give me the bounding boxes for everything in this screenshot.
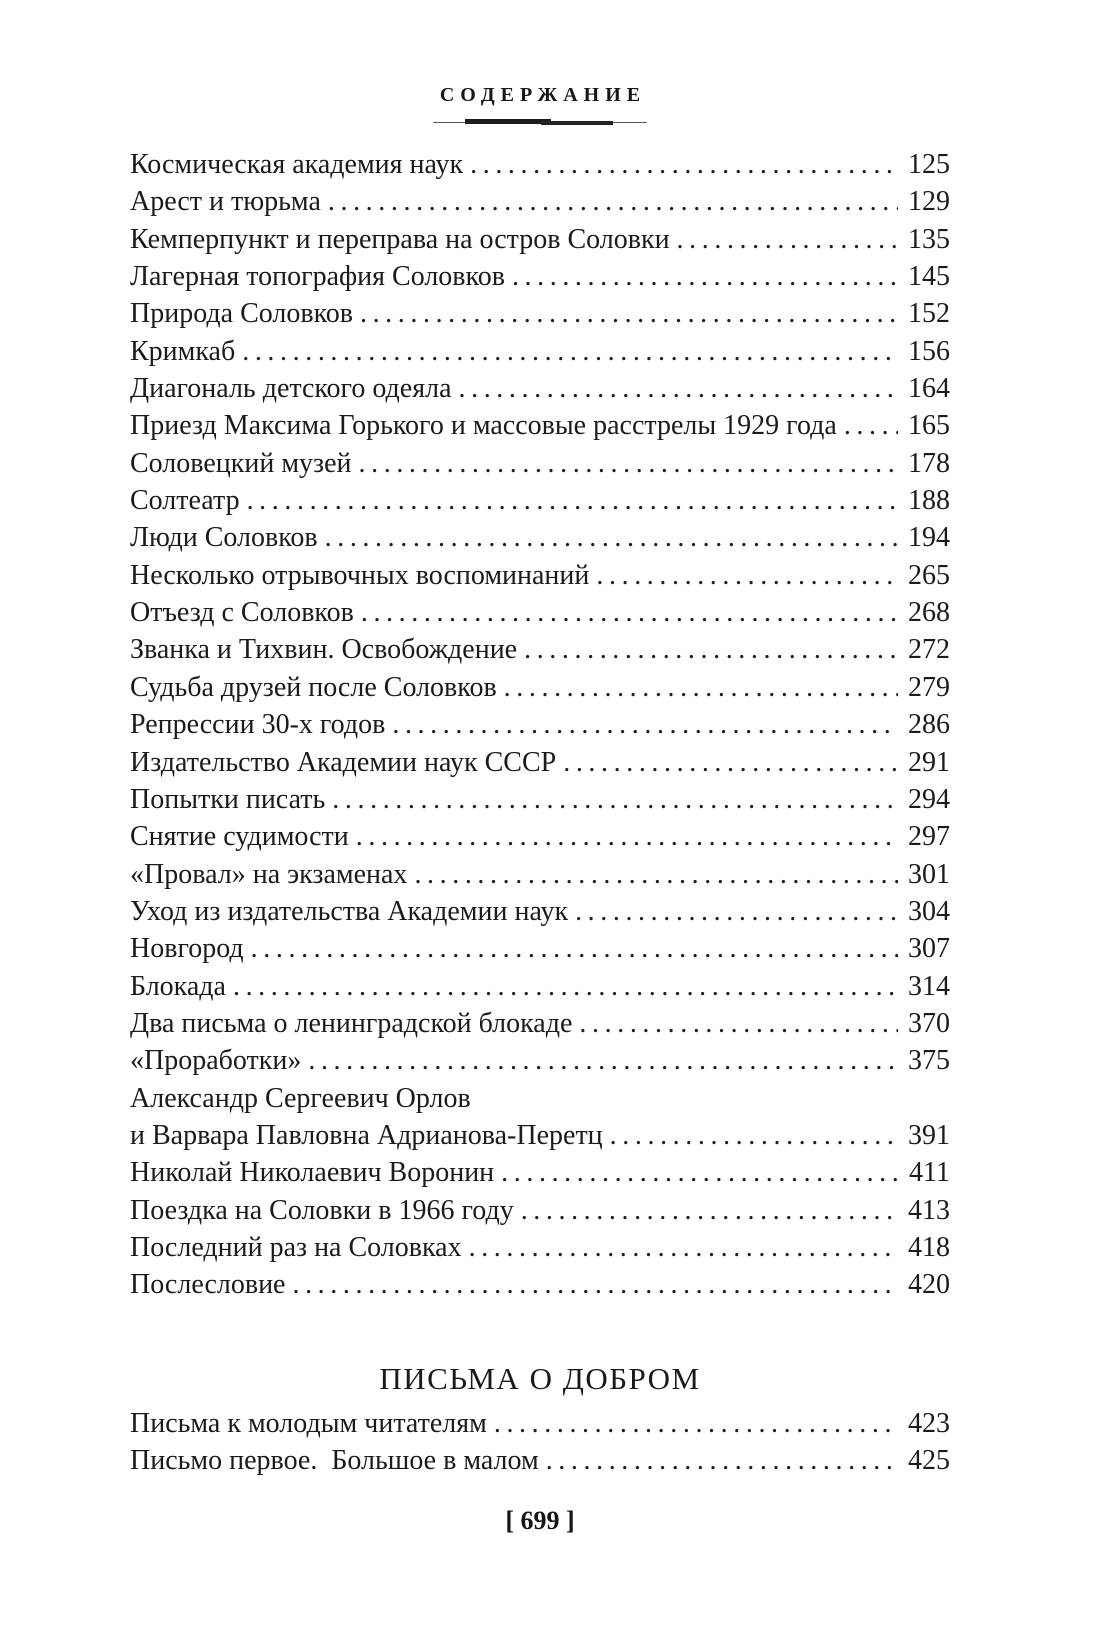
table-of-contents-letters (130, 1405, 950, 1480)
toc-entry (130, 930, 950, 967)
toc-entry-title: Репрессии 30-х годов (130, 709, 386, 741)
toc-entry (130, 445, 950, 482)
toc-entry-page: 301 (908, 858, 950, 890)
toc-entry-title: Арест и тюрьма (130, 186, 321, 218)
dot-leader (414, 856, 898, 893)
toc-entry-page: 370 (908, 1007, 950, 1039)
toc-entry (130, 370, 950, 407)
toc-entry-page: 418 (908, 1231, 950, 1263)
toc-entry (130, 1229, 950, 1266)
toc-entry-title: Снятие судимости (130, 821, 349, 853)
toc-entry-page: 411 (909, 1157, 950, 1189)
dot-leader (470, 146, 898, 183)
dot-leader (610, 1117, 898, 1154)
toc-entry-title: Отъезд с Соловков (130, 597, 354, 629)
toc-entry (130, 1442, 950, 1479)
toc-entry-page: 375 (908, 1045, 950, 1077)
toc-entry-title: Два письма о ленинградской блокаде (130, 1007, 573, 1039)
toc-entry (130, 1192, 950, 1229)
toc-entry-title: Солтеатр (130, 485, 240, 517)
dot-leader (292, 1266, 898, 1303)
toc-entry-title: Послесловие (130, 1269, 286, 1301)
toc-entry-page: 268 (908, 597, 950, 629)
toc-entry-page: 164 (908, 373, 950, 405)
toc-entry-page: 152 (908, 298, 950, 330)
toc-entry (130, 333, 950, 370)
toc-entry-title: «Проработки» (130, 1045, 302, 1077)
toc-entry-title: Люди Соловков (130, 522, 318, 554)
toc-entry-title: Блокада (130, 970, 226, 1002)
dot-leader (392, 706, 898, 743)
dot-leader (844, 407, 898, 444)
toc-entry-page: 286 (908, 709, 950, 741)
toc-entry-page: 297 (908, 821, 950, 853)
toc-entry-title: Званка и Тихвин. Освобождение (130, 634, 518, 666)
dot-leader (504, 669, 898, 706)
toc-entry-title: Александр Сергеевич Орлов (130, 1082, 471, 1114)
dot-leader (332, 781, 898, 818)
toc-entry-title: Николай Николаевич Воронин (130, 1157, 495, 1189)
toc-entry-page: 304 (908, 895, 950, 927)
toc-entry-page: 129 (908, 186, 950, 218)
toc-entry (130, 1042, 950, 1079)
toc-entry (130, 295, 950, 332)
dot-leader (360, 295, 898, 332)
toc-entry (130, 1154, 950, 1191)
dot-leader (521, 1192, 898, 1229)
toc-entry (130, 519, 950, 556)
dot-leader (579, 1005, 898, 1042)
toc-entry (130, 146, 950, 183)
toc-entry-title: Уход из издательства Академии наук (130, 895, 569, 927)
toc-entry-page: 165 (908, 410, 950, 442)
dot-leader (469, 1229, 898, 1266)
dot-leader (233, 968, 898, 1005)
dot-leader (501, 1154, 898, 1191)
toc-entry (130, 258, 950, 295)
toc-entry (130, 818, 950, 855)
dot-leader (512, 258, 898, 295)
toc-entry-page: 294 (908, 783, 950, 815)
dot-leader (361, 594, 898, 631)
dot-leader (325, 519, 898, 556)
content-column (130, 0, 950, 1536)
toc-entry-title: Кримкаб (130, 335, 236, 367)
toc-entry-title: Кемперпункт и переправа на остров Соловки (130, 223, 670, 255)
dot-leader (247, 482, 898, 519)
toc-entry (130, 669, 950, 706)
toc-entry-title: «Провал» на экзаменах (130, 858, 408, 890)
dot-leader (563, 744, 898, 781)
toc-entry-page: 265 (908, 559, 950, 591)
toc-entry-title: Лагерная топография Соловков (130, 261, 505, 293)
toc-entry-page: 425 (908, 1445, 950, 1476)
toc-entry (130, 631, 950, 668)
toc-entry (130, 183, 950, 220)
dot-leader (546, 1442, 898, 1479)
toc-entry (130, 594, 950, 631)
dot-leader (524, 631, 898, 668)
toc-entry-title: Издательство Академии наук СССР (130, 746, 557, 778)
toc-entry-title: Судьба друзей после Соловков (130, 671, 497, 703)
dot-leader (575, 893, 898, 930)
toc-entry-page: 413 (908, 1194, 950, 1226)
dot-leader (677, 221, 898, 258)
toc-entry (130, 1405, 950, 1442)
toc-entry-page: 178 (908, 447, 950, 479)
dot-leader (308, 1042, 898, 1079)
toc-entry-title: Несколько отрывочных воспоминаний (130, 559, 590, 591)
toc-entry-page: 291 (908, 746, 950, 778)
toc-entry (130, 706, 950, 743)
toc-entry-title: Письмо первое. Большое в малом (130, 1445, 539, 1476)
dot-leader (356, 818, 898, 855)
toc-entry-page: 391 (908, 1119, 950, 1151)
toc-entry-continued (130, 1080, 950, 1117)
dot-leader (242, 333, 898, 370)
toc-entry (130, 482, 950, 519)
toc-entry-title: Письма к молодым читателям (130, 1407, 487, 1439)
folio-page-number: [ 699 ] (505, 1506, 575, 1536)
toc-entry (130, 893, 950, 930)
toc-entry (130, 1117, 950, 1154)
toc-entry-page: 135 (908, 223, 950, 255)
dot-leader (494, 1405, 898, 1442)
toc-entry-page: 314 (908, 970, 950, 1002)
toc-entry (130, 744, 950, 781)
dot-leader (459, 370, 899, 407)
toc-entry (130, 1005, 950, 1042)
toc-entry-title: Космическая академия наук (130, 149, 464, 180)
divider-thick-bar-right (541, 121, 613, 126)
toc-entry-page: 125 (908, 149, 950, 180)
toc-entry-page: 420 (908, 1269, 950, 1301)
toc-entry-title: Поездка на Соловки в 1966 году (130, 1194, 514, 1226)
toc-entry-page: 188 (908, 485, 950, 517)
toc-entry (130, 407, 950, 444)
toc-entry (130, 1266, 950, 1303)
toc-entry-page: 423 (908, 1407, 950, 1439)
toc-entry-title: Последний раз на Соловках (130, 1231, 462, 1263)
toc-entry (130, 221, 950, 258)
toc-entry-title: и Варвара Павловна Адрианова-Перетц (130, 1119, 603, 1151)
dot-leader (596, 557, 898, 594)
toc-entry-page: 307 (908, 933, 950, 965)
toc-entry-title: Природа Соловков (130, 298, 353, 330)
toc-entry-title: Диагональ детского одеяла (130, 373, 452, 405)
page-title: СОДЕРЖАНИЕ (439, 84, 647, 106)
dot-leader (328, 183, 898, 220)
section-heading-letters: ПИСЬМА О ДОБРОМ (379, 1360, 701, 1396)
toc-entry-title: Попытки писать (130, 783, 326, 815)
toc-entry (130, 781, 950, 818)
toc-entry-title: Приезд Максима Горького и массовые расстрелы 1929 года (130, 410, 837, 442)
toc-entry-page: 145 (908, 261, 950, 293)
toc-entry (130, 968, 950, 1005)
toc-entry (130, 557, 950, 594)
divider-thick-bar-left (465, 119, 551, 124)
dot-leader (359, 445, 898, 482)
toc-entry (130, 856, 950, 893)
header-divider-ornament (433, 118, 647, 127)
toc-entry-page: 156 (908, 335, 950, 367)
table-of-contents-main (130, 146, 950, 1304)
dot-leader (251, 930, 898, 967)
toc-entry-page: 194 (908, 522, 950, 554)
toc-entry-page: 279 (908, 671, 950, 703)
toc-entry-title: Соловецкий музей (130, 447, 352, 479)
toc-entry-page: 272 (908, 634, 950, 666)
toc-entry-title: Новгород (130, 933, 244, 965)
